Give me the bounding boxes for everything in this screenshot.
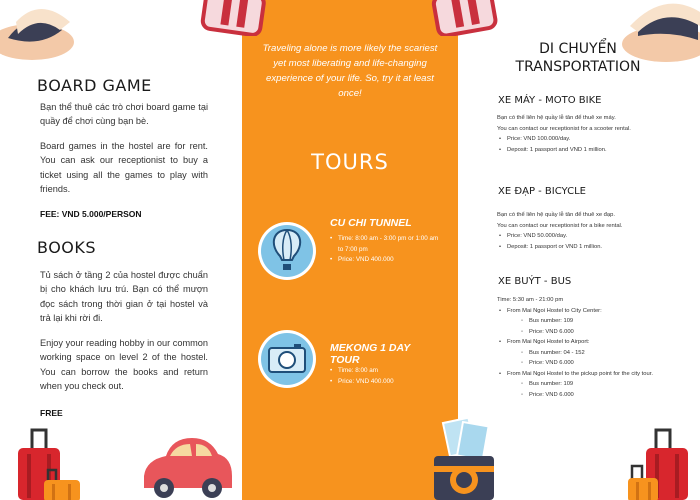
bus-route [497,306,677,338]
tour-details-mekong [330,366,442,387]
bicycle-price: • Price: VND 50.000/day. [497,231,677,242]
bus-route-name: From Mai Ngoi Hostel to the pickup point for the city tour. [507,370,653,377]
suitcase-icon [430,0,500,36]
tour-detail-time: • Time: 8:00 am - 3:00 pm or 1:00 am to 7:00 pm [330,234,442,255]
tour-detail-price: • Price: VND 400.000 [330,255,442,266]
bus-route-name: From Mai Ngoi Hostel to Airport: [507,339,590,345]
board-game-vn-text: Bạn thể thuê các trò chơi board game tại quầy để chơi cùng bạn bè. [40,102,208,127]
board-game-fee: FEE: VND 5.000/PERSON [40,209,142,219]
luggage-icon [626,426,700,500]
bus-route-name: From Mai Ngoi Hostel to City Center: [507,307,602,314]
bus-price: ◦ Price: VND 6.000 [507,358,677,369]
sun-hat-icon [0,0,75,62]
bus-number: ◦ Bus number: 109 [507,316,677,327]
moto-vn-text: Bạn có thể liên hệ quầy lễ tân để thuê xe máy. [497,115,616,121]
tour-detail-time: • Time: 8:00 am [330,366,442,377]
suitcase-icon [198,0,268,36]
transportation-title-vn: DI CHUYỂN [539,41,617,57]
board-game-title: BOARD GAME [37,76,152,95]
tours-title: TOURS [311,150,389,174]
bus-number: ◦ Bus number: 04 - 152 [507,348,677,359]
transportation-title-en: TRANSPORTATION [515,59,641,75]
moto-deposit: • Deposit: 1 passport and VND 1 million. [497,145,677,156]
bus-price: ◦ Price: VND 6.000 [507,390,677,401]
travel-quote: Traveling alone is more likely the scariest yet most liberating and life-changing experience of your life. So, try it at least once! [262,43,438,99]
car-icon [136,430,236,500]
books-vn-text: Tủ sách ở tầng 2 của hostel được chuẩn bị cho khách lưu trú. Bạn có thể mượn đọc sách trong thời gian ở tại hostel và trả lại khi rời đi. [40,270,208,323]
bus-section [497,295,677,400]
bus-price: ◦ Price: VND 6.000 [507,327,677,338]
bicycle-deposit: • Deposit: 1 passport or VND 1 million. [497,242,677,253]
tour-details-cu-chi [330,234,442,266]
books-en-text: Enjoy your reading hobby in our common working space on level 2 of the hostel. You can borrow the books and return when you check out. [40,338,208,391]
tour-name-cu-chi: CU CHI TUNNEL [330,217,412,229]
moto-title: XE MÁY - MOTO BIKE [498,95,602,106]
tour-detail-price: • Price: VND 400.000 [330,377,442,388]
bicycle-vn-text: Bạn có thể liên hệ quầy lễ tân để thuê xe đạp. [497,212,615,218]
moto-en-text: You can contact our receptionist for a scooter rental. [497,125,631,132]
moto-price: • Price: VND 100.000/day. [497,134,677,145]
books-fee: FREE [40,408,63,418]
bus-route [497,337,677,369]
bus-route [497,369,677,401]
bicycle-title: XE ĐẠP - BICYCLE [498,186,586,197]
bus-number: ◦ Bus number: 109 [507,379,677,390]
books-title: BOOKS [37,238,97,257]
tour-name-mekong: MEKONG 1 DAY TOUR [330,342,411,366]
camera-icon [432,416,496,500]
bus-title: XE BUÝT - BUS [498,276,572,287]
camera-icon [258,330,316,388]
luggage-icon [10,426,82,500]
bicycle-section [497,210,677,252]
board-game-en-text: Board games in the hostel are for rent. You can ask our receptionist to buy a ticket using all the games to play with friends. [40,141,208,194]
bicycle-en-text: You can contact our receptionist for a bike rental. [497,222,623,229]
transportation-title [478,40,678,76]
moto-section [497,113,677,155]
hot-air-balloon-icon [258,222,316,280]
bus-time: Time: 5:30 am - 21:00 pm [497,297,564,303]
